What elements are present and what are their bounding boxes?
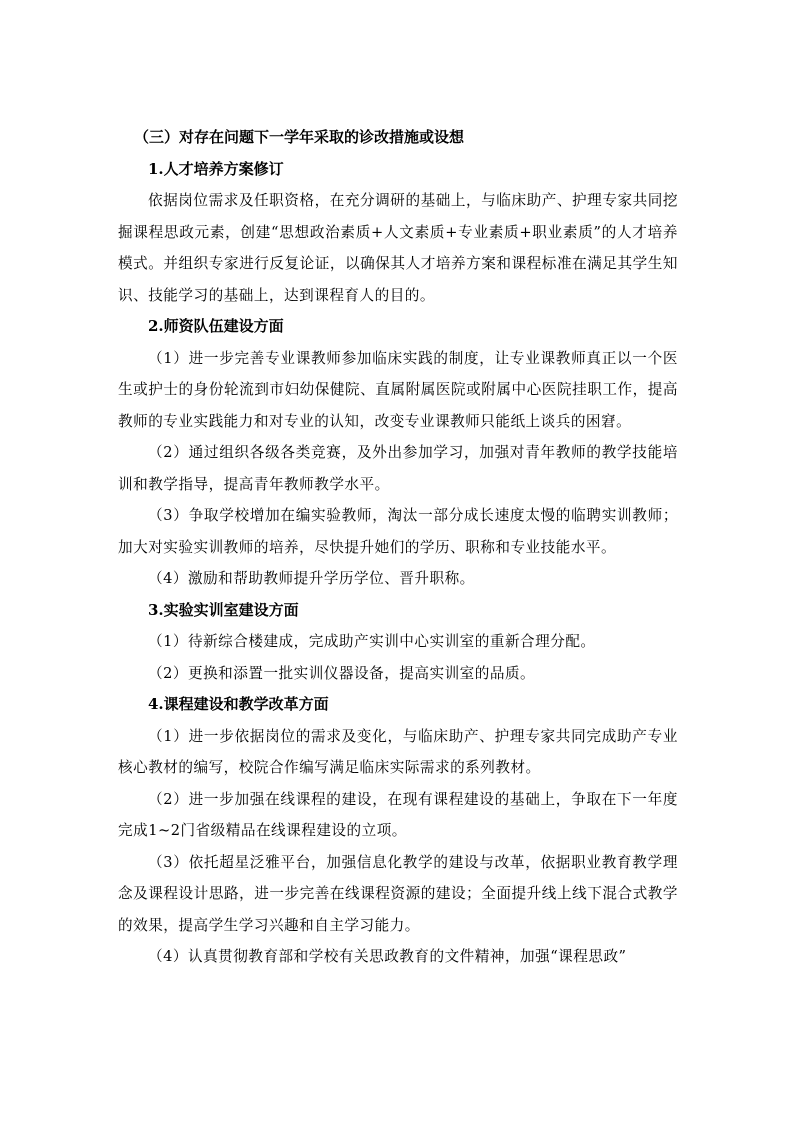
paragraph-rooms-item-1: （1）待新综合楼建成，完成助产实训中心实训室的重新合理分配。	[148, 633, 596, 650]
heading-talent-training-plan: 1.人才培养方案修订	[148, 159, 284, 178]
paragraph-curriculum-item-2: （2）进一步加强在线课程的建设，在现有课程建设的基础上，争取在下一年度完成1~2门省级精品在线课程建设的立项。	[118, 790, 678, 839]
paragraph-curriculum-item-4: （4）认真贯彻教育部和学校有关思政教育的文件精神，加强“课程思政”	[148, 948, 627, 965]
paragraph-staff-item-3: （3）争取学校增加在编实验教师，淘汰一部分成长速度太慢的临聘实训教师；加大对实验实训教师的培养，尽快提升她们的学历、职称和专业技能水平。	[118, 507, 678, 556]
heading-teaching-staff: 2.师资队伍建设方面	[148, 317, 284, 335]
paragraph-rooms-item-2: （2）更换和添置一批实训仪器设备，提高实训室的品质。	[148, 664, 536, 682]
section-heading-improvement-measures: （三）对存在问题下一学年采取的诊改措施或设想	[134, 128, 465, 146]
paragraph-talent-training-plan: 依据岗位需求及任职资格，在充分调研的基础上，与临床助产、护理专家共同挖掘课程思政元素，创建“思想政治素质+人文素质+专业素质+职业素质”的人才培养模式。并组织专家进行反复论证，以确保其人才培养方案和课程标准在满足其学生知识、技能学习的基础上，达到课程育人的目的。	[118, 192, 678, 304]
paragraph-curriculum-item-1: （1）进一步依据岗位的需求及变化，与临床助产、护理专家共同完成助产专业核心教材的编写，校院合作编写满足临床实际需求的系列教材。	[118, 727, 678, 776]
heading-training-rooms: 3.实验实训室建设方面	[148, 600, 299, 619]
document-page	[118, 122, 678, 973]
paragraph-curriculum-item-3: （3）依托超星泛雅平台，加强信息化教学的建设与改革，依据职业教育教学理念及课程设计思路，进一步完善在线课程资源的建设；全面提升线上线下混合式教学的效果，提高学生学习兴趣和自主学习能力。	[118, 853, 678, 934]
paragraph-staff-item-1: （1）进一步完善专业课教师参加临床实践的制度，让专业课教师真正以一个医生或护士的身份轮流到市妇幼保健院、直属附属医院或附属中心医院挂职工作，提高教师的专业实践能力和对专业的认知，改变专业课教师只能纸上谈兵的困窘。	[118, 349, 678, 430]
heading-curriculum-reform: 4.课程建设和教学改革方面	[148, 695, 329, 713]
paragraph-staff-item-4: （4）激励和帮助教师提升学历学位、晋升职称。	[148, 570, 475, 587]
paragraph-staff-item-2: （2）通过组织各级各类竞赛，及外出参加学习，加强对青年教师的教学技能培训和教学指导，提高青年教师教学水平。	[118, 444, 678, 493]
